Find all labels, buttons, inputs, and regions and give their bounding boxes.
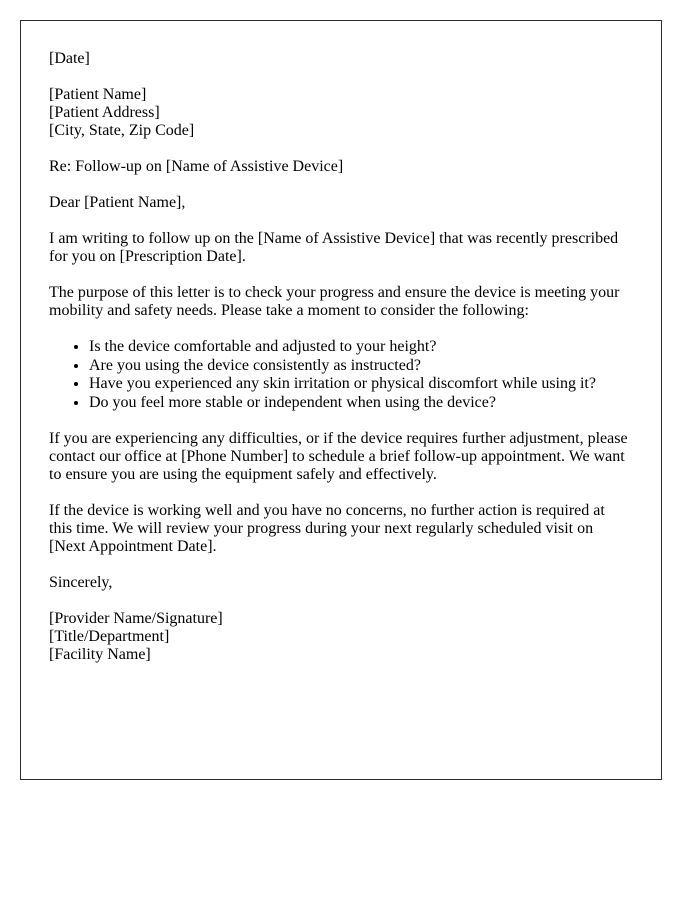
paragraph-no-concerns: If the device is working well and you have no concerns, no further action is required at this time. We will review your progress during your next regularly scheduled visit on [Next Appointment Date]. bbox=[49, 502, 605, 555]
signature-provider-line: [Provider Name/Signature] bbox=[49, 610, 223, 627]
paragraph-purpose: The purpose of this letter is to check your progress and ensure the device is meeting your mobility and safety needs. Please take a moment to consider the following: bbox=[49, 284, 620, 319]
signature-facility-line: [Facility Name] bbox=[49, 646, 151, 663]
recipient-address-block bbox=[49, 86, 631, 140]
letter-container bbox=[20, 20, 662, 780]
date-placeholder: [Date] bbox=[49, 50, 90, 67]
recipient-city-state-zip-line: [City, State, Zip Code] bbox=[49, 122, 195, 139]
signature-title-line: [Title/Department] bbox=[49, 628, 170, 645]
subject-line: Re: Follow-up on [Name of Assistive Device] bbox=[49, 158, 344, 175]
checklist-item-consistency: • Are you using the device consistently as instructed? bbox=[89, 357, 631, 376]
paragraph-difficulties: If you are experiencing any difficulties, or if the device requires further adjustment, please contact our office at [Phone Number] to schedule a brief follow-up appointment. We want to ensure you are using the equipment safely and effectively. bbox=[49, 430, 628, 483]
device-checklist bbox=[49, 338, 631, 412]
checklist-item-stability: • Do you feel more stable or independent when using the device? bbox=[89, 394, 631, 413]
recipient-address-line: [Patient Address] bbox=[49, 104, 160, 121]
signature-block bbox=[49, 610, 631, 664]
closing: Sincerely, bbox=[49, 574, 113, 591]
salutation: Dear [Patient Name], bbox=[49, 194, 186, 211]
recipient-name-line: [Patient Name] bbox=[49, 86, 147, 103]
paragraph-intro: I am writing to follow up on the [Name of Assistive Device] that was recently prescribed for you on [Prescription Date]. bbox=[49, 230, 619, 265]
checklist-item-irritation: • Have you experienced any skin irritation or physical discomfort while using it? bbox=[89, 375, 631, 394]
checklist-item-comfort: • Is the device comfortable and adjusted to your height? bbox=[89, 338, 631, 357]
